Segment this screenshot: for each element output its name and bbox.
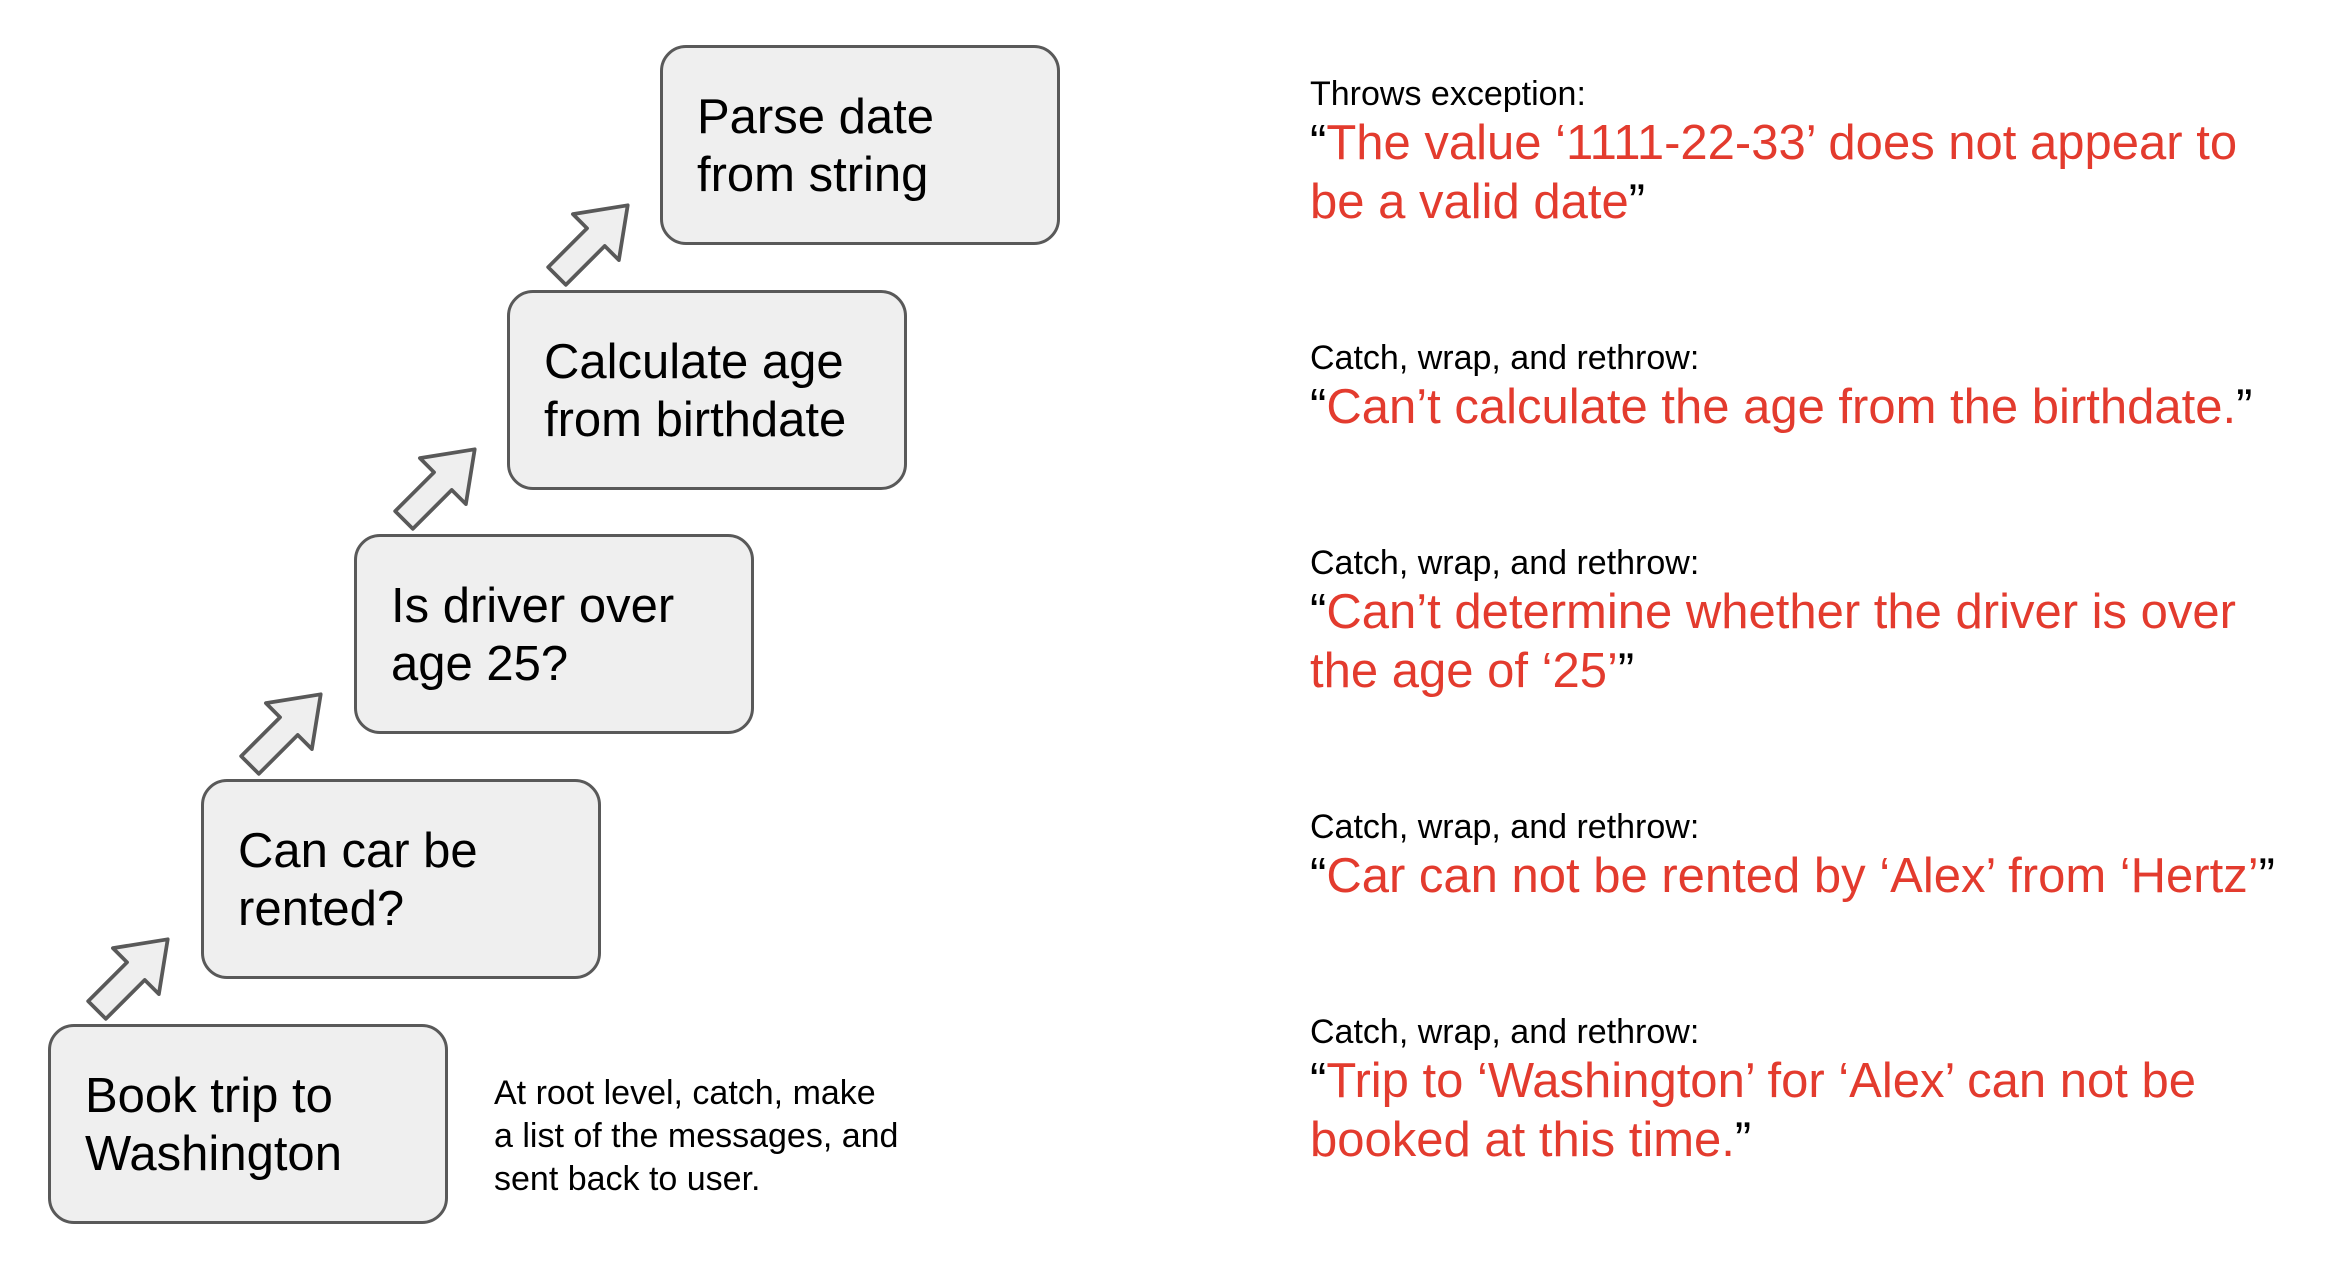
close-quote: ” [1617, 644, 1635, 698]
message-text: Can’t calculate the age from the birthdate. [1326, 380, 2237, 434]
step-parse-date [660, 45, 1060, 245]
message-text-line2 [1310, 173, 2320, 232]
message-text: the age of ‘25’ [1310, 644, 1618, 698]
message-text-line1 [1310, 114, 2320, 173]
close-quote: ” [1628, 175, 1646, 229]
step-label-line2: from birthdate [544, 393, 847, 447]
message-calculate-age [1310, 338, 2320, 437]
message-text: Car can not be rented by ‘Alex’ from ‘Hertz’ [1326, 849, 2259, 903]
step-label-line1: Can car be [238, 824, 478, 878]
step-label-line2: age 25? [391, 637, 569, 691]
step-label-line1: Book trip to [85, 1069, 333, 1123]
message-caption: Catch, wrap, and rethrow: [1310, 339, 1700, 377]
message-parse-date [1310, 74, 2320, 232]
message-text-line1 [1310, 1052, 2320, 1111]
message-caption: Catch, wrap, and rethrow: [1310, 808, 1700, 846]
step-label-line2: Washington [85, 1127, 342, 1181]
message-caption: Catch, wrap, and rethrow: [1310, 544, 1700, 582]
open-quote: “ [1310, 849, 1327, 903]
arrow-4-icon [534, 182, 651, 299]
message-caption: Catch, wrap, and rethrow: [1310, 1013, 1700, 1051]
open-quote: “ [1310, 585, 1327, 639]
open-quote: “ [1310, 116, 1327, 170]
arrow-3-icon [381, 426, 498, 543]
message-text-line2 [1310, 642, 2320, 701]
step-label-line1: Is driver over [391, 579, 675, 633]
open-quote: “ [1310, 380, 1327, 434]
close-quote: ” [2258, 849, 2275, 903]
message-text-line1 [1310, 583, 2320, 642]
message-driver-age [1310, 543, 2320, 701]
arrow-2-icon [227, 671, 344, 788]
message-book-trip [1310, 1012, 2320, 1170]
step-book-trip [48, 1024, 448, 1224]
root-level-note [494, 1072, 954, 1201]
message-text: The value ‘1111-22-33’ does not appear to [1326, 116, 2238, 170]
close-quote: ” [1734, 1113, 1752, 1167]
close-quote: ” [2236, 380, 2253, 434]
step-label-line1: Calculate age [544, 335, 844, 389]
arrow-1-icon [74, 916, 191, 1033]
root-note-line3: sent back to user. [494, 1160, 761, 1198]
message-text-line2 [1310, 1111, 2320, 1170]
step-label-line2: rented? [238, 882, 405, 936]
open-quote: “ [1310, 1054, 1327, 1108]
message-text: booked at this time. [1310, 1113, 1735, 1167]
step-is-driver-over-25 [354, 534, 754, 734]
message-text: Trip to ‘Washington’ for ‘Alex’ can not be [1326, 1054, 2197, 1108]
step-label-line1: Parse date [697, 90, 934, 144]
step-calculate-age [507, 290, 907, 490]
message-car-rental [1310, 807, 2320, 906]
root-note-line1: At root level, catch, make [494, 1074, 876, 1112]
message-text-line1 [1310, 378, 2320, 437]
message-caption: Throws exception: [1310, 75, 1586, 113]
message-text: Can’t determine whether the driver is over [1326, 585, 2236, 639]
step-label-line2: from string [697, 148, 929, 202]
root-note-line2: a list of the messages, and [494, 1117, 899, 1155]
message-text-line1 [1310, 847, 2320, 906]
message-text: be a valid date [1310, 175, 1629, 229]
step-can-car-be-rented [201, 779, 601, 979]
